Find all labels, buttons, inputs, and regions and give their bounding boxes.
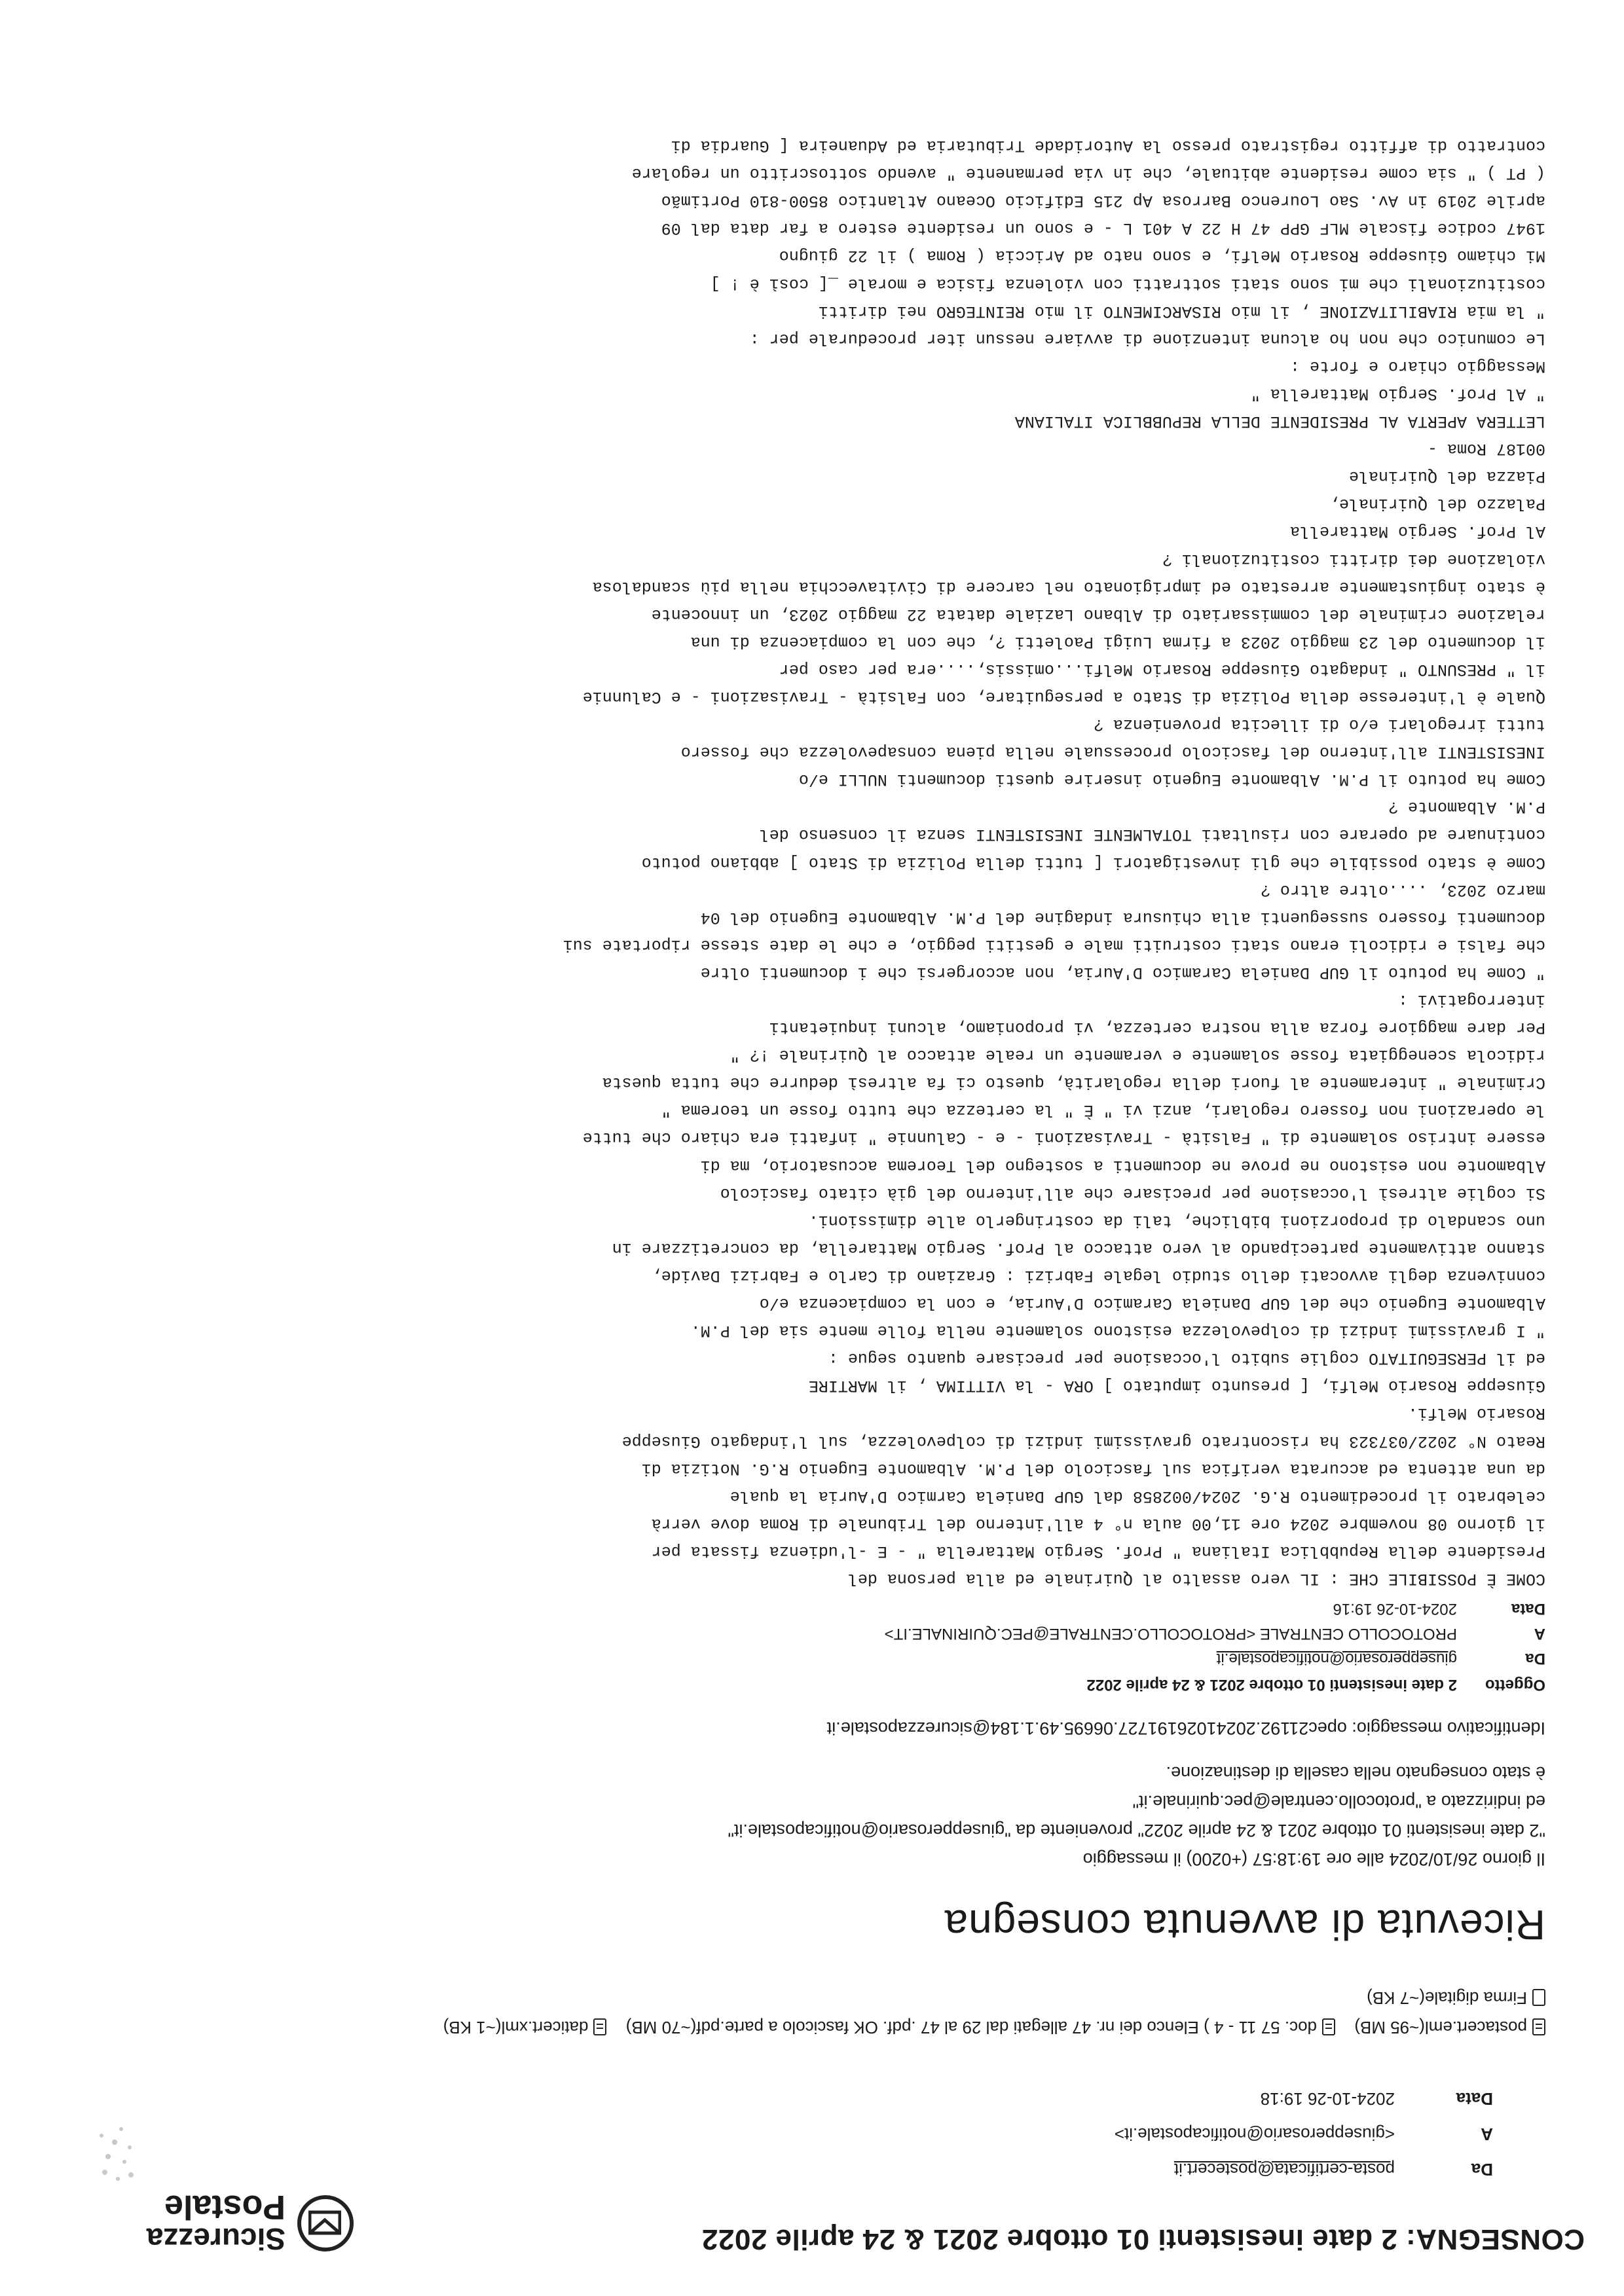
body-line: celebrato il procedimento R.G. 2024/002858 dal GUP Daniela Carmico D'Auria la quale — [729, 1486, 1545, 1506]
logo-text-line2: Postale — [164, 2188, 286, 2226]
body-line: Quale è l'interesse della Polizia di Stato a perseguitare, con Falsità - Travisazioni - e Calunnie — [582, 687, 1545, 706]
body-line: Albamonte non esistono ne prove ne documenti a sostegno del Teorema accusatorio, ma di — [700, 1156, 1545, 1175]
receipt-title: Ricevuta di avvenuta consegna — [944, 1901, 1545, 1948]
body-line: Presidente della Repubblica Italiana " Prof. Sergio Mattarella " - E -l'udienza fissata per — [651, 1541, 1545, 1561]
signature-icon — [1532, 1989, 1545, 2006]
body-line: " Come ha potuto il GUP Daniela Caramico D'Auria, non accorgersi che i documenti oltre — [700, 962, 1545, 982]
body-line: costituzionali che mi sono stati sottratti con violenza fisica e morale _[ così è ! ] — [710, 274, 1545, 293]
header-date-value: 2024-10-26 19:18 — [1260, 2089, 1395, 2109]
envelope-shield-icon — [297, 2195, 354, 2251]
receipt-line-2: "2 date inesistenti 01 ottobre 2021 & 24 aprile 2022" proveniente da "giusepperosario@notificapostale.it" — [728, 1821, 1545, 1840]
body-line: connivenza degli avvocati dello studio legale Fabrizi : Graziano di Carlo e Fabrizi Davide, — [651, 1266, 1545, 1285]
body-line: ridicola sceneggiata fosse solamente e veramente un reale attacco al Quirinale !? " — [729, 1046, 1545, 1065]
body-line: " I gravissimi indizi di colpevolezza esistono solamente nella folle mente sia del P.M. — [690, 1321, 1545, 1341]
body-line: Criminale " interamente al fuori della regolarità, questo ci fa altresì dedurre che tutta questa — [602, 1073, 1545, 1093]
body-line: Rosario Melfi. — [1407, 1404, 1545, 1423]
body-line: essere intriso solamente di " Falsità - Travisazioni - e - Calunnie " infatti era chiaro che tutte — [582, 1128, 1545, 1148]
body-line: LETTERA APERTA AL PRESIDENTE DELLA REPUBBLICA ITALIANA — [1014, 412, 1545, 431]
attachment-label: postacert.eml(~95 MB) — [1354, 2018, 1527, 2037]
file-icon — [1532, 2018, 1545, 2035]
body-line: Si coglie altresì l'occasione per precisare che all'interno del già citato fascicolo — [720, 1183, 1545, 1203]
header-to-value: <giusepperosario@notificapostale.it> — [1114, 2124, 1395, 2144]
message-to-value: PROTOCOLLO CENTRALE <PROTOCOLLO.CENTRALE@PEC.QUIRINALE.IT> — [884, 1625, 1457, 1643]
body-line: " la mia RIABILITAZIONE , il mio RISARCIMENTO il mio REINTEGRO nei diritti — [818, 301, 1545, 321]
attachments-list — [429, 2017, 1545, 2037]
attachment-daticert[interactable] — [443, 2017, 607, 2037]
body-line: Come è stato possibile che gli investigatori [ tutti della Polizia di Stato ] abbiano potuto — [641, 852, 1545, 872]
body-line: stanno attivamente partecipando al vero attacco al Prof. Sergio Mattarella, da concretizzare in — [612, 1238, 1545, 1258]
message-from-value[interactable]: giusepperosario@notificapostale.it — [1216, 1650, 1457, 1667]
body-line: aprile 2019 in Av. Sao Lourenco Barrosa Ap 215 Edificio Oceano Atlantico 8500-810 Portimão — [661, 191, 1545, 211]
body-line: COME È POSSIBILE CHE : IL vero assalto al Quirinale ed alla persona del — [847, 1569, 1545, 1588]
body-line: " Al Prof. Sergio Mattarella " — [1250, 384, 1545, 403]
body-line: INESISTENTI all'interno del fascicolo processuale nella piena consapevolezza che fossero — [680, 742, 1545, 762]
receipt-line-4: è stato consegnato nella casella di destinazione. — [1166, 1763, 1545, 1783]
receipt-message-id: Identificativo messaggio: opec21192.20241026191727.06695.49.1.184@sicurezzapostale.it — [826, 1719, 1545, 1738]
body-line: tutti irregolari e/o di illecita provenienza ? — [1093, 715, 1545, 735]
header-from-label: Da — [1471, 2160, 1493, 2179]
sicurezza-postale-logo — [72, 2188, 354, 2257]
scan-noise-mark — [85, 2116, 144, 2188]
body-line: Per dare maggiore forza alla nostra certezza, vi proponiamo, alcuni inquietanti — [769, 1018, 1545, 1038]
body-line: relazione criminale del commissariato di Albano Laziale datata 22 maggio 2023, un innocente — [651, 604, 1545, 624]
pdf-icon — [1322, 2018, 1335, 2035]
receipt-line-3: ed indirizzato a "protocollo.centrale@pec.quirinale.it" — [1132, 1792, 1545, 1812]
message-subject-value: 2 date inesistenti 01 ottobre 2021 & 24 aprile 2022 — [1086, 1676, 1457, 1694]
message-date-value: 2024-10-26 19:16 — [1333, 1600, 1457, 1618]
delivery-subject-title: CONSEGNA: 2 date inesistenti 01 ottobre 2021 & 24 aprile 2022 — [701, 2223, 1585, 2255]
file-icon — [594, 2018, 607, 2035]
body-line: violazione dei diritti costituzionali ? — [1162, 549, 1545, 569]
body-line: contratto di affitto registrato presso la Autoridade Tributaria ed Aduaneira [ Guardia di — [671, 136, 1545, 156]
attachment-pdf-document[interactable] — [626, 2017, 1335, 2037]
body-line: Le comunico che non ho alcuna intenzione di avviare nessun iter procedurale per : — [749, 329, 1545, 348]
body-line: Giuseppe Rosario Melfi, [ presunto imputato ] ORA - la VITTIMA , il MARTIRE — [808, 1376, 1545, 1396]
body-line: uno scandalo di proporzioni bibliche, tali da costringerlo alle dimissioni. — [808, 1211, 1545, 1230]
body-line: documenti fossero susseguenti alla chiusura indagine del P.M. Albamonte Eugenio del 04 — [700, 907, 1545, 927]
header-to-label: A — [1481, 2124, 1493, 2144]
message-date-label: Data — [1511, 1600, 1545, 1618]
attachment-postacert[interactable] — [1354, 2017, 1545, 2037]
body-line: Al Prof. Sergio Mattarella — [1289, 522, 1545, 541]
message-from-label: Da — [1525, 1650, 1545, 1667]
body-line: 00187 Roma - — [1427, 439, 1545, 459]
body-line: continuare ad operare con risultati TOTALMENTE INESISTENTI senza il consenso del — [759, 825, 1545, 845]
body-line: Mi chiamo Giuseppe Rosario Melfi, e sono nato ad Ariccia ( Roma ) il 22 giugno — [779, 246, 1545, 266]
body-line: è stato ingiustamente arrestato ed imprigionato nel carcere di Civitavecchia nella più scandalosa — [592, 577, 1545, 596]
message-subject-label: Oggetto — [1485, 1676, 1545, 1694]
body-line: ed il PERSEGUITATO coglie subito l'occasione per precisare quanto segue : — [828, 1349, 1545, 1368]
body-line: da una attenta ed accurata verifica sul fascicolo del P.M. Albamonte Eugenio R.G. Notizia di — [641, 1459, 1545, 1478]
attachment-label: daticert.xml(~1 KB) — [443, 2018, 589, 2037]
logo-text-line1: Sicurezza — [146, 2222, 286, 2256]
body-line: Albamonte Eugenio che del GUP Daniela Caramico D'Auria, e con la compiacenza e/o — [759, 1294, 1545, 1313]
body-line: Reato N° 2022/037323 ha riscontrato gravissimi indizi di colpevolezza, sul l'indagato Giuseppe — [621, 1431, 1545, 1451]
header-from-value[interactable]: posta-certificata@postecert.it — [1173, 2160, 1395, 2179]
body-line: 1947 codice fiscale MLF GPP 47 H 22 A 401 L - e sono un residente estero a far data dal 09 — [661, 219, 1545, 238]
body-line: il giorno 08 novembre 2024 ore 11,00 aula n° 4 all'interno del Tribunale di Roma dove verrà — [651, 1514, 1545, 1533]
body-line: le operazioni non fossero regolari, anzi vi " È " la certezza che tutto fosse un teorema " — [661, 1101, 1545, 1120]
body-line: Come ha potuto il P.M. Albamonte Eugenio inserire questi documenti NULLI e/o — [798, 770, 1545, 790]
body-line: interrogativi : — [1397, 991, 1545, 1010]
body-line: marzo 2023, ....oltre altro ? — [1260, 880, 1545, 900]
message-to-label: A — [1534, 1625, 1545, 1643]
body-line: il " PRESUNTO " indagato Giuseppe Rosario Melfi...omissis,....era per caso per — [779, 659, 1545, 679]
body-line: Palazzo del Quirinale, — [1329, 494, 1545, 514]
body-line: che falsi e ridicoli erano stati costruiti male e gestiti peggio, e che le date stesse riportate sui — [563, 935, 1545, 955]
digital-signature-attachment[interactable] — [1367, 1988, 1545, 2008]
body-line: Piazza del Quirinale — [1348, 467, 1545, 486]
body-line: ( PT ) " sia come residente abituale, che in via permanente " avendo sottoscritto un regolare — [631, 164, 1545, 183]
message-body — [563, 132, 1545, 1592]
signature-label: Firma digitale(~7 KB) — [1367, 1988, 1527, 2008]
body-line: Messaggio chiaro e forte : — [1289, 356, 1545, 376]
body-line: P.M. Albamonte ? — [1388, 797, 1545, 817]
attachment-label: doc. 57 11 - 4 ) Elenco dei nr. 47 allegati dal 29 al 47 .pdf. OK fascicolo a parte.pdf(~70 MB) — [625, 2018, 1318, 2037]
receipt-line-1: Il giorno 26/10/2024 alle ore 19:18:57 (+0200) il messaggio — [1082, 1850, 1545, 1869]
body-line: il documento del 23 maggio 2023 a firma Luigi Paoletti ?, che con la compiacenza di una — [690, 632, 1545, 651]
header-date-label: Data — [1456, 2089, 1493, 2109]
